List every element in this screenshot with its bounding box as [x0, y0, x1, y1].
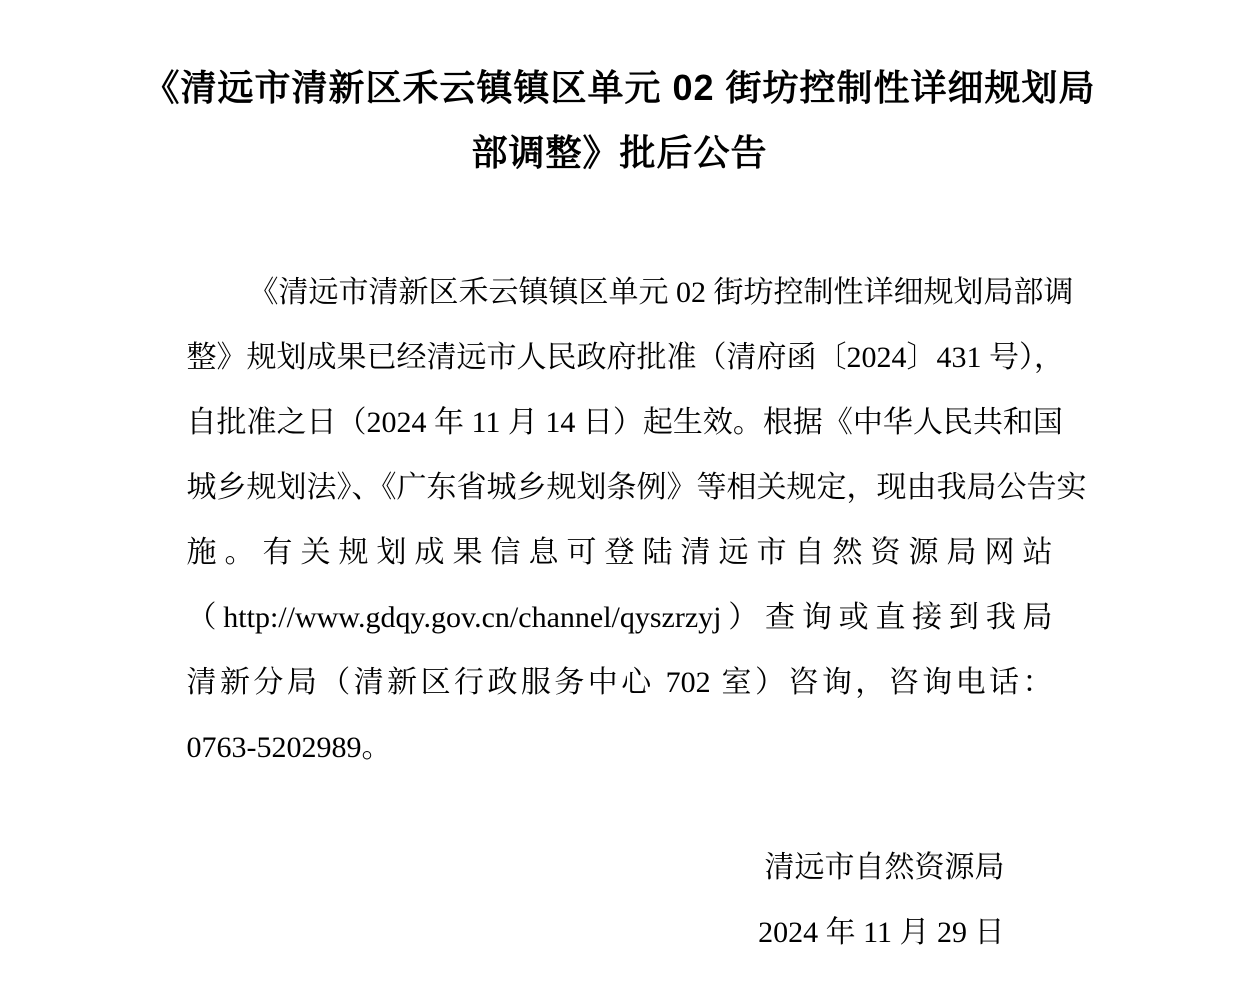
announcement-title	[0, 55, 1239, 185]
announcement-body	[186, 260, 1087, 780]
body-line-phone: 0763-5202989。	[186, 731, 392, 764]
body-line-url: （http://www.gdqy.gov.cn/channel/qyszrzyj）查询或直接到我局	[186, 601, 1053, 634]
body-line: 自批准之日（2024 年 11 月 14 日）起生效。根据《中华人民共和国	[186, 406, 1063, 439]
body-line: 城乡规划法》、《广东省城乡规划条例》等相关规定，现由我局公告实	[186, 471, 1087, 504]
body-line: 《清远市清新区禾云镇镇区单元 02 街坊控制性详细规划局部调	[248, 276, 1074, 309]
issuing-agency: 清远市自然资源局	[764, 851, 1005, 884]
body-line: 施。有关规划成果信息可登陆清远市自然资源局网站	[186, 536, 1053, 569]
body-line: 清新分局（清新区行政服务中心 702 室）咨询，咨询电话：	[186, 666, 1053, 699]
signature-block	[187, 835, 1053, 965]
body-line: 整》规划成果已经清远市人民政府批准（清府函〔2024〕431 号），	[186, 341, 1064, 374]
issue-date: 2024 年 11 月 29 日	[758, 916, 1005, 949]
title-line-1: 《清远市清新区禾云镇镇区单元 02 街坊控制性详细规划局	[143, 67, 1096, 108]
title-line-2: 部调整》批后公告	[471, 132, 768, 173]
